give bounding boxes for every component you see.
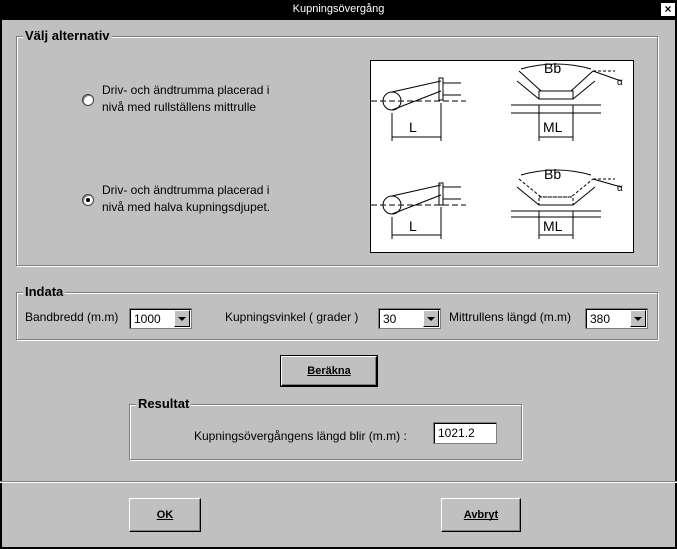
conveyor-diagram (370, 60, 634, 253)
diagram-l-label-top: L (409, 119, 417, 135)
option1-line2: nivå med rullställens mittrulle (102, 100, 257, 114)
window-title: Kupningsövergång (292, 3, 385, 15)
option1-radio[interactable] (82, 94, 94, 106)
vinkel-label: Kupningsvinkel ( grader ) (225, 310, 359, 324)
cancel-button[interactable]: Avbryt (441, 498, 521, 532)
result-field[interactable]: 1021.2 (433, 422, 497, 444)
bandbredd-label: Bandbredd (m.m) (25, 310, 119, 324)
calculate-button[interactable]: Beräkna (281, 356, 377, 386)
window-frame-left (0, 20, 2, 549)
bandbredd-dropdown-icon[interactable] (174, 310, 190, 327)
options-legend: Välj alternativ (25, 28, 110, 43)
diagram-alpha-bottom: α (617, 183, 623, 194)
diagram-ml-label-top: ML (543, 119, 563, 135)
option1-label[interactable] (102, 82, 332, 116)
result-legend: Resultat (138, 396, 190, 411)
mittrulle-label: Mittrullens längd (m.m) (449, 310, 572, 324)
diagram-bb-label-top: Bb (544, 61, 562, 76)
option2-line2: nivå med halva kupningsdjupet. (102, 200, 271, 214)
option2-radio[interactable] (82, 194, 94, 206)
mittrulle-select[interactable] (585, 308, 648, 329)
diagram-alpha-top: α (617, 77, 623, 88)
bandbredd-select[interactable] (129, 308, 192, 329)
diagram-l-label-bottom: L (409, 218, 417, 234)
bottom-separator (0, 481, 677, 483)
option1-radio-row[interactable] (82, 82, 332, 116)
option2-label[interactable] (102, 182, 332, 216)
result-label: Kupningsövergångens längd blir (m.m) : (194, 429, 407, 443)
close-button[interactable]: × (661, 3, 675, 16)
conveyor-diagram-svg (371, 61, 633, 252)
option2-line1: Driv- och ändtrumma placerad i (102, 183, 270, 197)
diagram-ml-label-bottom: ML (543, 218, 563, 234)
option2-radio-row[interactable] (82, 182, 332, 216)
vinkel-value: 30 (383, 312, 397, 326)
bandbredd-value: 1000 (134, 312, 161, 326)
title-bar (0, 0, 677, 20)
vinkel-select[interactable] (378, 308, 441, 329)
vinkel-dropdown-icon[interactable] (423, 310, 439, 327)
diagram-bb-label-bottom: Bb (544, 166, 562, 182)
ok-button[interactable]: OK (129, 498, 201, 532)
indata-legend: Indata (25, 284, 64, 299)
mittrulle-value: 380 (590, 312, 611, 326)
option1-line1: Driv- och ändtrumma placerad i (102, 83, 270, 97)
mittrulle-dropdown-icon[interactable] (630, 310, 646, 327)
